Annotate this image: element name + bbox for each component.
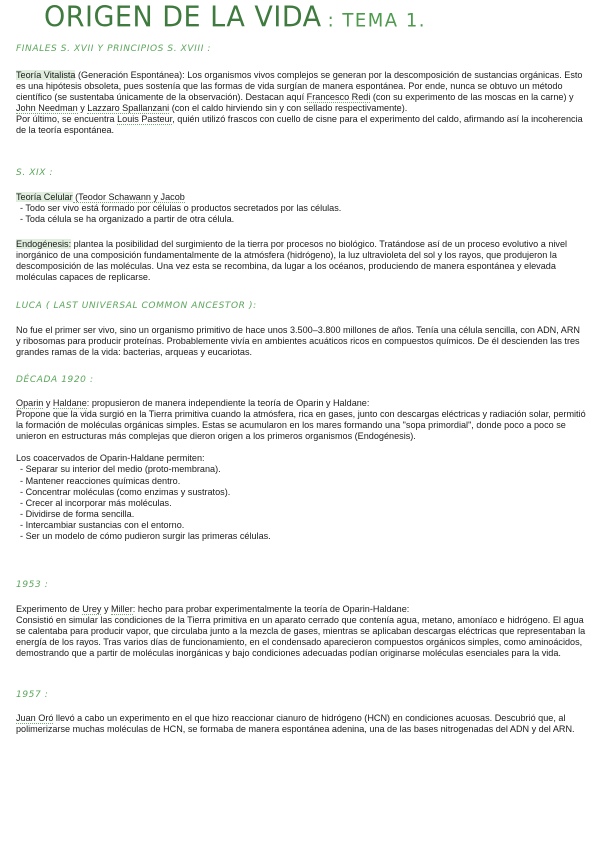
vitalista-text-1: (Generación Espontánea): Los organismos vivos complejos se generan por la descomposición de sustancias orgánicas. Esto es una hipótesis obsoleta, pues sostenía que las formas de vida surgían de manera espontánea. Por ende, nunca se obtuvo un método científico (se sustentaba únicamente de la observación). Destacan aquí [16, 70, 583, 103]
celular-block [16, 192, 586, 225]
title-main: ORIGEN DE LA VIDA [44, 1, 322, 34]
coacervados-item: - Crecer al incorporar más moléculas. [16, 498, 586, 509]
oparin-intro-text: : propusieron de manera independiente la teoría de Oparin y Haldane: [86, 398, 370, 408]
section-heading-luca: LUCA ( LAST UNIVERSAL COMMON ANCESTOR ): [16, 301, 257, 311]
endogenesis-paragraph [16, 239, 586, 283]
urey-paragraph: Consistió en simular las condiciones de la Tierra primitiva en un aparato cerrado que contenía agua, metano, amoníaco e hidrógeno. El agua se calentaba para producir vapor, que circulaba junto a la mezcla de gases, mientras se aplicaban descargas eléctricas que representaban la energía de los rayos. Tras varios días de funcionamiento, en el condensado aparecieron compuestos orgánicos simples, como aminoácidos, demostrando que a partir de moléculas inorgánicas y bajo condiciones adecuadas podían originarse moléculas esenciales para la vida. [16, 615, 586, 659]
pasteur-text-b: , quién utilizó frascos con cuello de cisne para el experimento del caldo, afirmando así la incoherencia de la teoría espontánea. [16, 114, 583, 136]
coacervados-item: - Mantener reacciones químicas dentro. [16, 476, 586, 487]
spacer [16, 442, 586, 453]
urey-intro-text: : hecho para probar experimentalmente la teoría de Oparin-Haldane: [132, 604, 410, 614]
page-title [44, 1, 426, 34]
endogenesis-text: plantea la posibilidad del surgimiento de la tierra por procesos no biológico. Tratándose así de un proceso evolutivo a nivel inorgánico de una composición fundamentalmente de la atmósfera (hidrógeno), la luz ultravioleta del sol y los rayos, que produjeron la descomposición de las moléculas. Una vez esta se recombina, da lugar a los océanos, produciendo de manera espontánea y elevada moléculas capaces de replicarse. [16, 239, 568, 283]
oro-block [16, 713, 586, 735]
oparin-intro [16, 398, 586, 409]
celular-title [16, 192, 586, 203]
urey-intro [16, 604, 586, 615]
vitalista-block [16, 70, 586, 137]
name-pasteur: Louis Pasteur [117, 114, 173, 125]
vitalista-text-3: y [77, 103, 88, 114]
name-needman: John Needman [16, 103, 78, 114]
vitalista-term: Teoría Vitalista [16, 70, 76, 80]
oro-paragraph [16, 713, 586, 735]
pasteur-paragraph [16, 114, 586, 136]
name-oro: Juan Oró [16, 713, 54, 723]
section-heading-xvii-xviii: FINALES S. XVII Y PRINCIPIOS S. XVIII : [16, 44, 212, 54]
pasteur-text-a: Por último, se encuentra [16, 114, 118, 125]
urey-lead: Experimento de [16, 604, 83, 614]
vitalista-text-4: (con el caldo hirviendo sin y con sellado respectivamente). [169, 103, 408, 114]
name-redi: Francesco Redi [306, 92, 371, 103]
section-heading-1957: 1957 : [16, 690, 49, 700]
name-miller: Miller [111, 604, 133, 614]
coacervados-item: - Intercambiar sustancias con el entorno. [16, 520, 586, 531]
oparin-and: y [43, 398, 53, 408]
name-urey: Urey [82, 604, 102, 614]
urey-block [16, 604, 586, 659]
name-oparin: Oparin [16, 398, 44, 408]
title-tema: : TEMA 1. [327, 9, 427, 32]
endogenesis-block [16, 239, 586, 283]
luca-block [16, 325, 586, 358]
name-haldane: Haldane [52, 398, 87, 408]
oparin-paragraph: Propone que la vida surgió en la Tierra primitiva cuando la atmósfera, rica en gases, junto con descargas eléctricas y radiación solar, permitió la formación de moléculas orgánicas simples. Estas se acumularon en los mares formando una "sopa primordial", donde poco a poco se unieron en estructuras más complejas que dieron origen a los primeros organismos (Endogénesis). [16, 409, 586, 442]
celular-authors: (Teodor Schawann y Jacob [72, 192, 185, 202]
luca-paragraph: No fue el primer ser vivo, sino un organismo primitivo de hace unos 3.500–3.800 millones de años. Tenía una célula sencilla, con ADN, ARN y ribosomas para producir proteínas. Probablemente vivía en ambientes acuáticos ricos en compuestos químicos. De él descienden las tres grandes ramas de la vida: bacterias, arqueas y eucariotas. [16, 325, 580, 358]
section-heading-xix: S. XIX : [16, 168, 54, 178]
celular-item: - Toda célula se ha organizado a partir de otra célula. [16, 214, 586, 225]
coacervados-item: - Concentrar moléculas (como enzimas y sustratos). [16, 487, 586, 498]
coacervados-item: - Separar su interior del medio (proto-membrana). [16, 464, 586, 475]
coacervados-item: - Dividirse de forma sencilla. [16, 509, 586, 520]
oparin-block [16, 398, 586, 542]
name-spallanzani: Lazzaro Spallanzani [87, 103, 170, 114]
vitalista-paragraph [16, 70, 586, 114]
coacervados-intro: Los coacervados de Oparin-Haldane permiten: [16, 453, 205, 464]
section-heading-1920: DÉCADA 1920 : [16, 375, 94, 385]
celular-term: Teoría Celular [16, 192, 73, 202]
oro-text: llevó a cabo un experimento en el que hizo reaccionar cianuro de hidrógeno (HCN) en condiciones acuosas. Descubrió que, al polimerizarse muchas moléculas de HCN, se formaba de manera espontánea adenina, una de las bases nitrogenadas del ADN y del ARN. [16, 713, 575, 735]
celular-item: - Todo ser vivo está formado por células o productos secretados por las células. [16, 203, 586, 214]
urey-and: y [101, 604, 112, 614]
endogenesis-term: Endogénesis: [16, 239, 72, 249]
vitalista-text-2: (con su experimento de las moscas en la carne) y [370, 92, 574, 103]
coacervados-item: - Ser un modelo de cómo pudieron surgir las primeras células. [16, 531, 586, 542]
section-heading-1953: 1953 : [16, 580, 49, 590]
